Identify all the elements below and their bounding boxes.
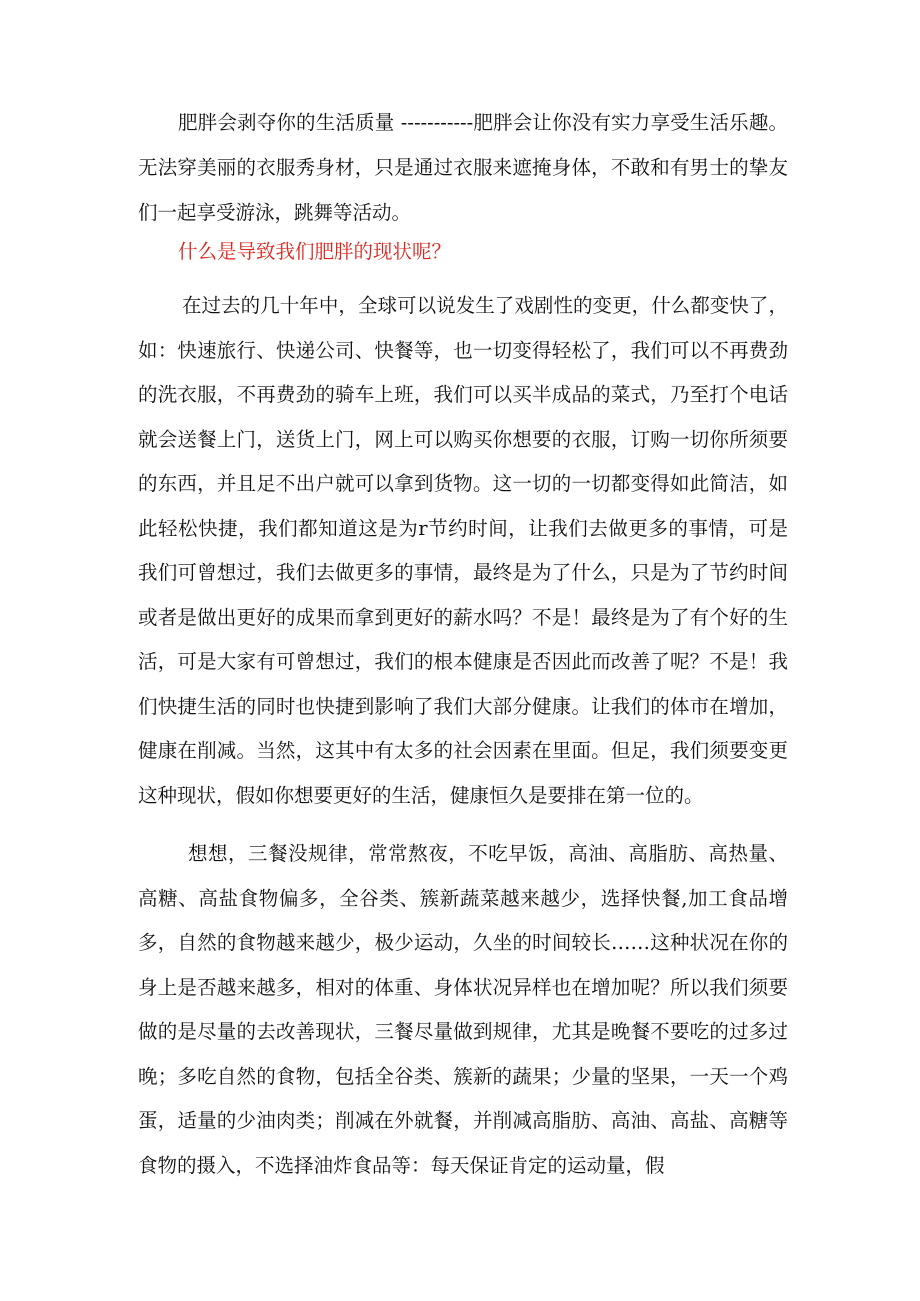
section-heading: 什么是导致我们肥胖的现状呢？ [178,240,452,263]
paragraph-obesity-quality: 肥胖会剥夺你的生活质量 -----------肥胖会让你没有实力享受生活乐趣。无法穿美丽的衣服秀身材，只是通过衣服来遮掩身体，不敢和有男士的挚友们一起享受游泳，跳舞等活动。 [138,111,788,224]
paragraph-fast-life: 在过去的几十年中，全球可以说发生了戏剧性的变更，什么都变快了，如：快速旅行、快递公司、快餐等，也一切变得轻松了，我们可以不再费劲的洗衣服，不再费劲的骑车上班，我们可以买半成品的菜式，乃至打个电话就会送餐上门，送货上门，网上可以购买你想要的衣服，订购一切你所须要的东西，并且足不出户就可以拿到货物。这一切的一切都变得如此简洁，如此轻松快捷，我们都知道这是为r节约时间，让我们去做更多的事情，可是我们可曾想过，我们去做更多的事情，最终是为了什么，只是为了节约时间或者是做出更好的成果而拿到更好的薪水吗？不是！最终是为了有个好的生活，可是大家有可曾想过，我们的根本健康是否因此而改善了呢？不是！我们快捷生活的同时也快捷到影响了我们大部分健康。让我们的体市在增加，健康在削减。当然，这其中有太多的社会因素在里面。但足，我们须要变更这种现状，假如你想要更好的生活，健康恒久是要排在第一位的。 [138,294,788,807]
paragraph-habits: 想想，三餐没规律，常常熬夜，不吃早饭，高油、高脂肪、高热量、高糖、高盐食物偏多，全谷类、簇新蔬菜越来越少，选择快餐,加工食品增多，自然的食物越来越少，极少运动，久坐的时间较长……这种状况在你的身上是否越来越多，相对的体重、身体状况异样也在增加呢？所以我们须要做的是尽量的去改善现状，三餐尽量做到规律，尤其是晚餐不要吃的过多过晚；多吃自然的食物，包括全谷类、簇新的蔬果；少量的坚果，一天一个鸡蛋，适量的少油肉类；削减在外就餐，并削减高脂肪、高油、高盐、高糖等食物的摄入，不选择油炸食品等：每天保证肯定的运动量，假 [138,842,788,1177]
